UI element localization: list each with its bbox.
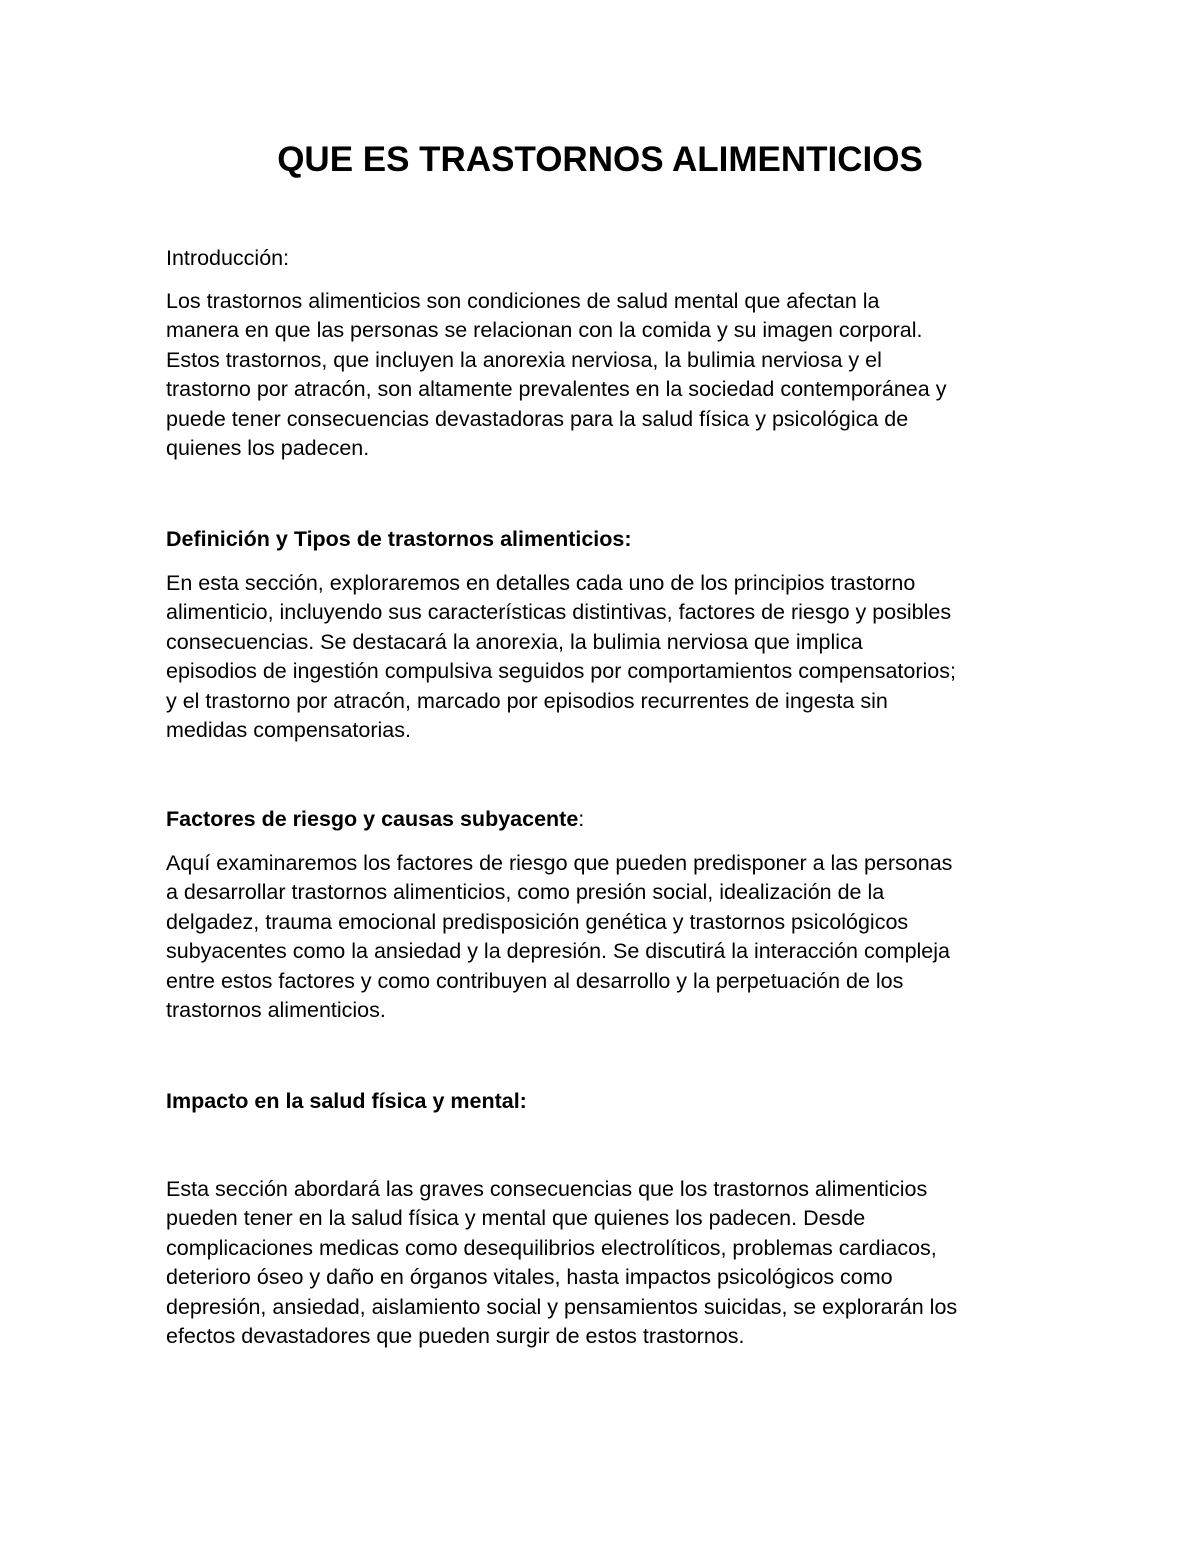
text-line: En esta sección, exploraremos en detalles cada uno de los principios trastorno xyxy=(166,571,916,595)
text-line: entre estos factores y como contribuyen al desarrollo y la perpetuación de los xyxy=(166,968,904,993)
section-heading-impacto xyxy=(166,1087,1046,1116)
text-line: manera en que las personas se relacionan con la comida y su imagen corporal. xyxy=(166,318,923,343)
text-line: delgadez, trauma emocional predisposición genética y trastornos psicológicos xyxy=(166,909,909,934)
text-line: trastornos alimenticios. xyxy=(166,998,386,1023)
text-line: trastorno por atracón, son altamente prevalentes en la sociedad contemporánea y xyxy=(166,377,947,402)
text-line: episodios de ingestión compulsiva seguidos por comportamientos compensatorios; xyxy=(166,659,956,684)
text-line: deterioro óseo y daño en órganos vitales, hasta impactos psicológicos como xyxy=(166,1265,893,1290)
text-line: efectos devastadores que pueden surgir de estos trastornos. xyxy=(166,1324,745,1349)
intro-paragraph xyxy=(166,287,1046,463)
text-line: Esta sección abordará las graves consecuencias que los trastornos alimenticios xyxy=(166,1177,928,1201)
text-line: complicaciones medicas como desequilibrios electrolíticos, problemas cardiacos, xyxy=(166,1235,937,1260)
definicion-paragraph xyxy=(166,569,1046,745)
heading-colon: : xyxy=(578,807,585,831)
text-line: a desarrollar trastornos alimenticios, como presión social, idealización de la xyxy=(166,880,885,905)
text-line: puede tener consecuencias devastadoras para la salud física y psicológica de xyxy=(166,406,909,431)
heading-text: Definición y Tipos de trastornos alimenticios: xyxy=(166,527,632,551)
section-heading-definicion xyxy=(166,525,1046,554)
text-line: Aquí examinaremos los factores de riesgo que pueden predisponer a las personas xyxy=(166,851,953,875)
text-line: medidas compensatorias. xyxy=(166,718,411,743)
impacto-paragraph xyxy=(166,1175,1046,1351)
text-line: Estos trastornos, que incluyen la anorexia nerviosa, la bulimia nerviosa y el xyxy=(166,347,882,372)
text-line: subyacentes como la ansiedad y la depresión. Se discutirá la interacción compleja xyxy=(166,939,950,964)
heading-text: Factores de riesgo y causas subyacente xyxy=(166,807,579,831)
intro-label: Introducción: xyxy=(166,246,290,270)
text-line: alimenticio, incluyendo sus características distintivas, factores de riesgo y posibles xyxy=(166,600,952,625)
document-title: QUE ES TRASTORNOS ALIMENTICIOS xyxy=(277,140,923,179)
text-line: quienes los padecen. xyxy=(166,436,370,461)
section-heading-factores xyxy=(166,805,1046,834)
text-line: y el trastorno por atracón, marcado por episodios recurrentes de ingesta sin xyxy=(166,688,888,713)
factores-paragraph xyxy=(166,849,1046,1025)
text-line: consecuencias. Se destacará la anorexia, la bulimia nerviosa que implica xyxy=(166,629,863,654)
text-line: depresión, ansiedad, aislamiento social y pensamientos suicidas, se explorarán los xyxy=(166,1294,958,1319)
text-line: Los trastornos alimenticios son condiciones de salud mental que afectan la xyxy=(166,289,880,313)
text-line: pueden tener en la salud física y mental que quienes los padecen. Desde xyxy=(166,1206,866,1231)
heading-text: Impacto en la salud física y mental: xyxy=(166,1089,527,1113)
